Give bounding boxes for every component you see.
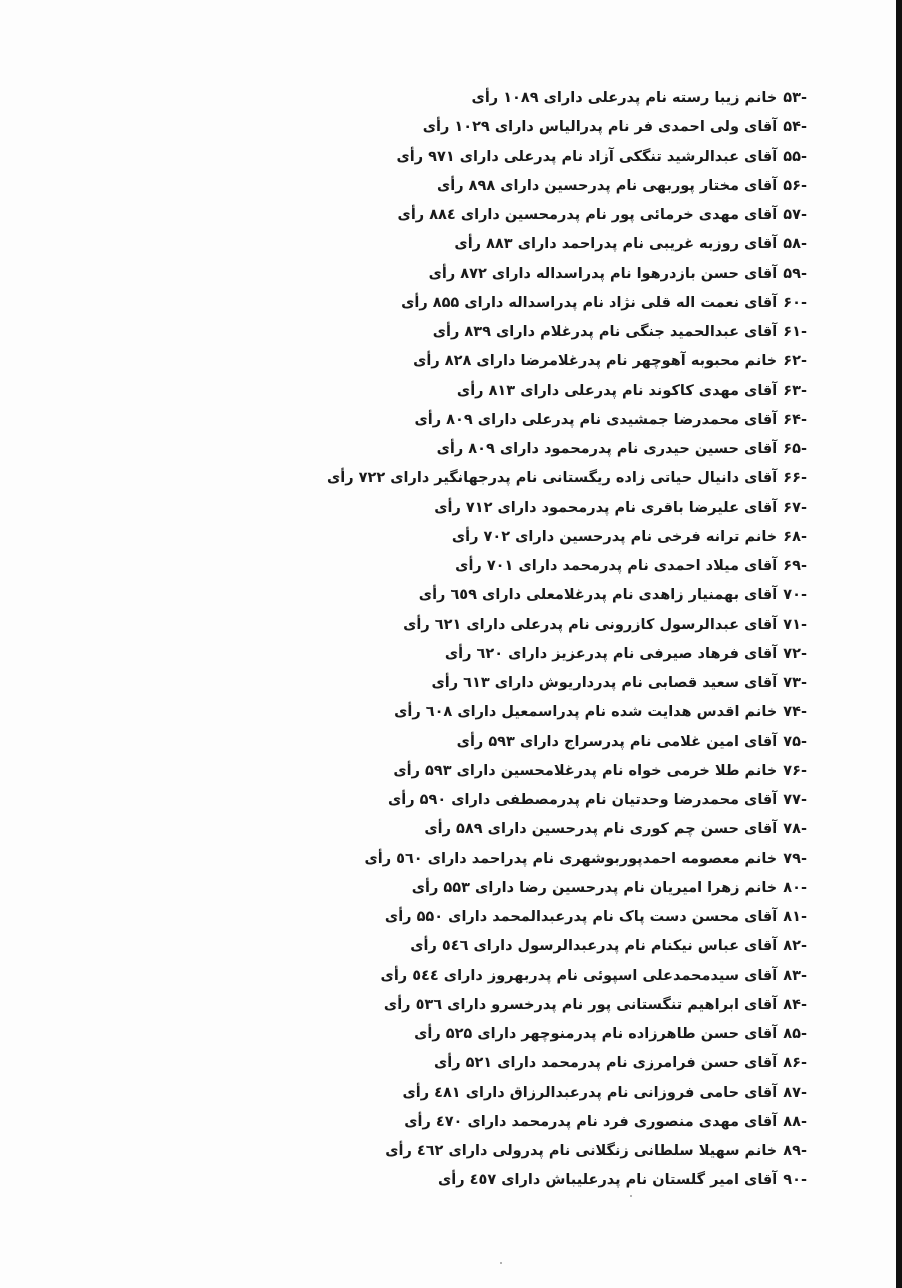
item-number: -۵۸ — [783, 236, 807, 253]
item-text: آقای امین غلامی نام پدرسراج دارای ۵۹۳ رأی — [456, 733, 778, 750]
item-text: آقای روزبه غریبی نام پدراحمد دارای ۸۸۳ رأی — [454, 236, 778, 253]
item-text: آقای مختار پوربهی نام پدرحسین دارای ۸۹۸ رأی — [436, 177, 778, 194]
item-text: آقای سیدمحمدعلی اسپوئی نام پدربهروز دارای ٥٤٤ رأی — [380, 967, 778, 984]
item-number: -۷۷ — [783, 792, 807, 808]
item-number: -۷۹ — [783, 850, 807, 867]
item-text: خانم اقدس هدایت شده نام پدراسمعیل دارای ٦٠٨ رأی — [394, 704, 778, 721]
item-text: خانم زهرا امیریان نام پدرحسین رضا دارای ۵۵۳ رأی — [411, 879, 778, 896]
list-item — [287, 932, 807, 961]
item-number: -۸۲ — [783, 938, 807, 955]
item-number: -۵۹ — [783, 265, 807, 282]
item-number: -۸۴ — [783, 996, 807, 1013]
item-text: آقای علیرضا باقری نام پدرمحمود دارای ۷۱۲ رأی — [434, 499, 778, 516]
list-item — [287, 201, 807, 230]
item-number: -۸۷ — [783, 1084, 807, 1101]
list-item — [287, 318, 807, 347]
item-text: آقای مهدی کاکوند نام پدرعلی دارای ۸۱۳ رأی — [456, 382, 778, 399]
item-number: -۵۵ — [783, 148, 807, 165]
list-item — [287, 143, 807, 172]
item-number: -۷۵ — [783, 733, 807, 750]
list-item — [287, 1079, 807, 1108]
list-item — [287, 230, 807, 259]
item-number: -۵۶ — [783, 177, 807, 194]
item-text: آقای بهمنیار زاهدی نام پدرغلامعلی دارای ٦٥۹ رأی — [418, 587, 778, 604]
list-item — [287, 640, 807, 669]
candidate-vote-list — [287, 84, 807, 1196]
list-item — [287, 523, 807, 552]
item-text: آقای حامی فروزانی نام پدرعبدالرزاق دارای ٤٨١ رأی — [402, 1084, 778, 1101]
item-number: -۸۸ — [783, 1113, 807, 1130]
item-text: خانم طلا خرمی خواه نام پدرغلامحسین دارای ۵۹۳ رأی — [393, 762, 778, 779]
item-number: -۶۹ — [783, 558, 807, 574]
item-text: آقای امیر گلستان نام پدرعلیباش دارای ٤٥٧ رأی — [438, 1172, 778, 1189]
item-text: آقای عبدالرشید تنگکی آزاد نام پدرعلی دارای ۹۷۱ رأی — [396, 148, 778, 165]
item-number: -۶۰ — [783, 294, 807, 311]
item-text: آقای عبدالحمید جنگی نام پدرغلام دارای ۸۳۹ رأی — [432, 324, 778, 340]
item-number: -۶۱ — [783, 324, 807, 340]
list-item — [287, 435, 807, 464]
list-item — [287, 1049, 807, 1078]
item-text: آقای مهدی خرمائی پور نام پدرمحسین دارای ۸۸٤ رأی — [397, 207, 778, 223]
list-item — [287, 728, 807, 757]
item-number: -۷۱ — [783, 616, 807, 633]
item-text: آقای عباس نیکنام نام پدرعبدالرسول دارای ٥٤٦ رأی — [410, 938, 778, 955]
item-number: -۶۵ — [783, 441, 807, 457]
list-item — [287, 581, 807, 610]
list-item — [287, 962, 807, 991]
item-text: خانم سهیلا سلطانی زنگلانی نام پدرولی دارای ٤٦٢ رأی — [385, 1143, 778, 1159]
item-text: خانم معصومه احمدپوربوشهری نام پدراحمد دارای ٥٦٠ رأی — [364, 850, 778, 867]
list-item — [287, 1137, 807, 1166]
item-text: آقای حسین حیدری نام پدرمحمود دارای ۸۰۹ رأی — [436, 441, 778, 457]
item-text: آقای ابراهیم تنگستانی پور نام پدرخسرو دارای ٥٣٦ رأی — [383, 996, 778, 1013]
list-item — [287, 903, 807, 932]
item-text: آقای دانیال حیاتی زاده ریگستانی نام پدرجهانگیر دارای ۷۲۲ رأی — [326, 470, 778, 487]
item-number: -۶۸ — [783, 528, 807, 545]
item-number: -۷۴ — [783, 704, 807, 721]
item-text: خانم زیبا رسته نام پدرعلی دارای ۱۰۸۹ رأی — [471, 90, 778, 106]
item-number: -۹۰ — [783, 1172, 807, 1189]
item-number: -۸۶ — [783, 1055, 807, 1072]
item-text: آقای میلاد احمدی نام پدرمحمد دارای ۷۰۱ رأی — [455, 558, 778, 574]
page-edge-border — [896, 0, 902, 1288]
list-item — [287, 377, 807, 406]
item-number: -۷۳ — [783, 675, 807, 691]
scan-speck — [630, 1195, 632, 1197]
list-item — [287, 874, 807, 903]
item-text: آقای عبدالرسول کازرونی نام پدرعلی دارای ٦٢١ رأی — [403, 616, 778, 633]
item-number: -۸۵ — [783, 1026, 807, 1042]
item-text: آقای محمدرضا جمشیدی نام پدرعلی دارای ۸۰۹ رأی — [414, 411, 778, 428]
list-item — [287, 991, 807, 1020]
list-item — [287, 347, 807, 376]
list-item — [287, 611, 807, 640]
list-item — [287, 172, 807, 201]
item-number: -۷۶ — [783, 762, 807, 779]
item-text: آقای حسن چم کوری نام پدرحسین دارای ۵۸۹ رأی — [424, 821, 778, 838]
list-item — [287, 815, 807, 844]
item-text: خانم ترانه فرخی نام پدرحسین دارای ۷۰۲ رأی — [451, 528, 778, 545]
item-number: -۸۹ — [783, 1143, 807, 1159]
item-number: -۸۱ — [783, 909, 807, 925]
list-item — [287, 494, 807, 523]
item-number: -۷۰ — [783, 587, 807, 604]
item-text: آقای حسن بازدرهوا نام پدراسداله دارای ۸۷۲ رأی — [428, 265, 778, 282]
list-item — [287, 406, 807, 435]
item-text: آقای سعید قصابی نام پدرداریوش دارای ٦١٣ رأی — [431, 675, 778, 691]
list-item — [287, 464, 807, 493]
item-number: -۵۳ — [783, 90, 807, 106]
list-item — [287, 84, 807, 113]
item-number: -۵۷ — [783, 207, 807, 223]
scan-speck — [500, 1262, 502, 1264]
list-item — [287, 669, 807, 698]
item-number: -۷۲ — [783, 645, 807, 662]
list-item — [287, 698, 807, 727]
item-number: -۶۴ — [783, 411, 807, 428]
list-item — [287, 260, 807, 289]
item-number: -۶۷ — [783, 499, 807, 516]
item-number: -۸۰ — [783, 879, 807, 896]
list-item — [287, 552, 807, 581]
list-item — [287, 845, 807, 874]
list-item — [287, 1020, 807, 1049]
item-text: خانم محبوبه آهوچهر نام پدرغلامرضا دارای ۸۲۸ رأی — [413, 353, 778, 370]
item-number: -۶۲ — [783, 353, 807, 370]
list-item — [287, 1166, 807, 1195]
item-text: آقای محسن دست پاک نام پدرعبدالمحمد دارای ۵۵۰ رأی — [384, 909, 778, 925]
list-item — [287, 1108, 807, 1137]
item-number: -۶۳ — [783, 382, 807, 399]
item-text: آقای حسن فرامرزی نام پدرمحمد دارای ۵۲۱ رأی — [433, 1055, 778, 1072]
item-text: آقای نعمت اله قلی نژاد نام پدراسداله دارای ۸۵۵ رأی — [401, 294, 778, 311]
list-item — [287, 289, 807, 318]
item-text: آقای حسن طاهرزاده نام پدرمنوچهر دارای ۵۲۵ رأی — [414, 1026, 778, 1042]
item-number: -۷۸ — [783, 821, 807, 838]
item-text: آقای فرهاد صیرفی نام پدرعزیز دارای ٦٢٠ رأی — [444, 645, 778, 662]
item-number: -۶۶ — [783, 470, 807, 487]
item-text: آقای ولی احمدی فر نام پدرالیاس دارای ۱۰۲۹ رأی — [422, 119, 778, 136]
item-text: آقای مهدی منصوری فرد نام پدرمحمد دارای ٤٧٠ رأی — [404, 1113, 778, 1130]
item-number: -۵۴ — [783, 119, 807, 136]
item-text: آقای محمدرضا وحدتیان نام پدرمصطفی دارای ۵۹۰ رأی — [388, 792, 778, 808]
list-item — [287, 786, 807, 815]
list-item — [287, 113, 807, 142]
item-number: -۸۳ — [783, 967, 807, 984]
list-item — [287, 757, 807, 786]
